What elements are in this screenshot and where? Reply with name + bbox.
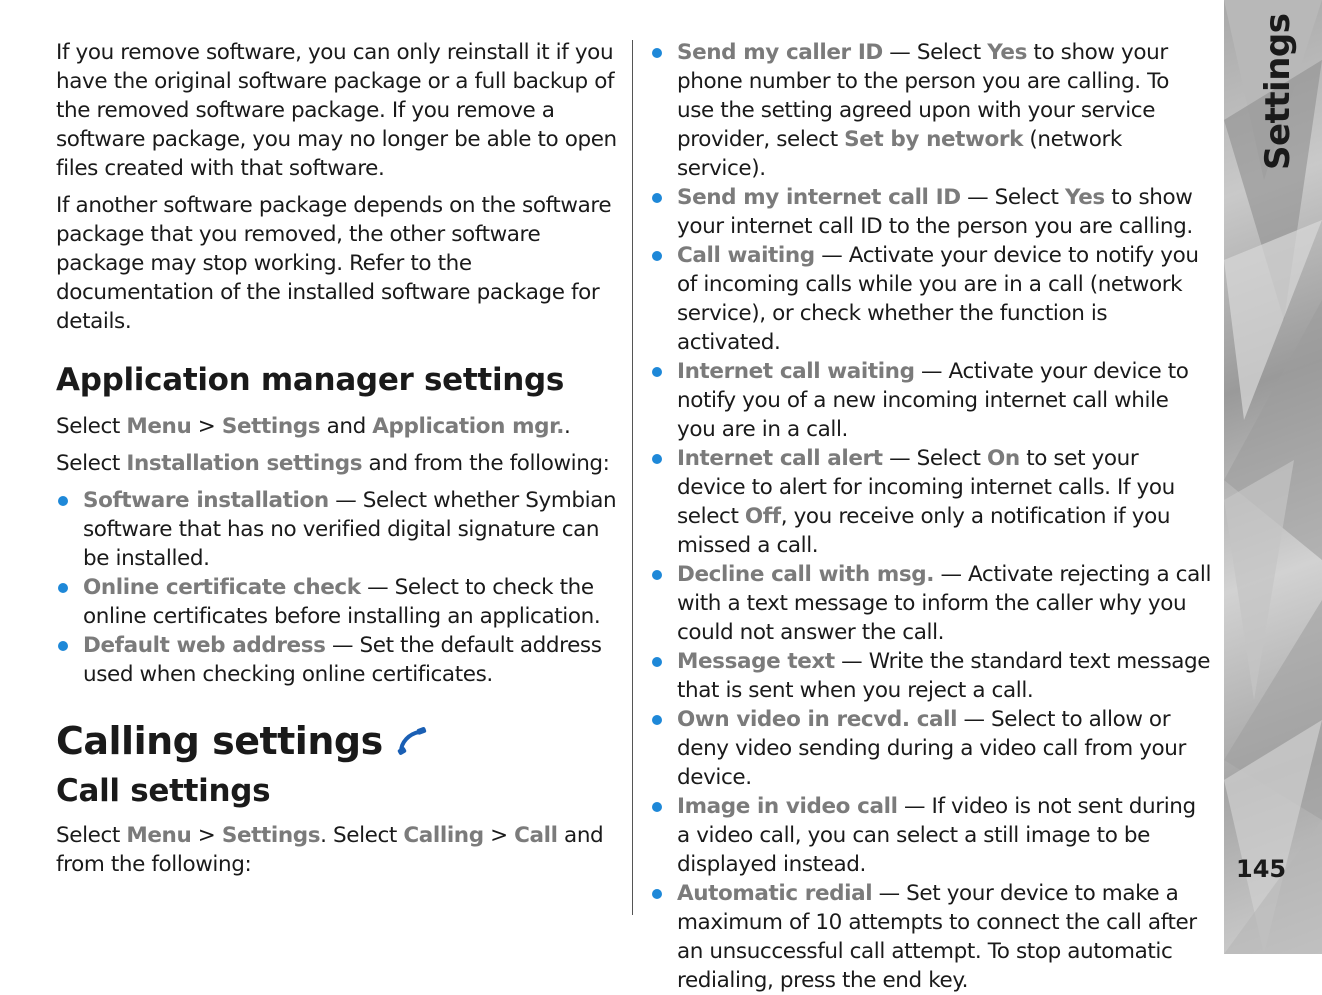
path-separator: > — [483, 823, 515, 848]
option-description: — Select — [882, 446, 987, 471]
heading-call-settings: Call settings — [56, 773, 271, 809]
heading-application-manager-settings: Application manager settings — [56, 362, 565, 398]
bullet — [652, 48, 662, 58]
option-keyword: Decline call with msg. — [677, 562, 935, 587]
bullet — [58, 583, 68, 593]
bullet — [652, 889, 662, 899]
option-description: to show your phone number to the person you are calling. To use the setting agreed upon with your service provider, select — [677, 40, 1169, 152]
path-separator: > — [191, 414, 222, 439]
list-item — [650, 647, 1212, 705]
list-item — [650, 183, 1212, 241]
option-keyword: Own video in recvd. call — [677, 707, 958, 732]
option-keyword: Yes — [1065, 185, 1105, 210]
option-keyword: Send my internet call ID — [677, 185, 961, 210]
list-item — [56, 486, 618, 573]
phone-handset-icon — [397, 726, 427, 756]
bullet — [652, 251, 662, 261]
paragraph-dependency: If another software package depends on the software package that you removed, the other software package may stop working. Refer to the documentation of the installed software package for details. — [56, 193, 612, 334]
left-column — [56, 38, 618, 887]
option-keyword: Internet call alert — [677, 446, 883, 471]
application-mgr-keyword: Application mgr. — [372, 414, 565, 439]
bullet — [652, 657, 662, 667]
option-name: Default web address — [83, 633, 326, 658]
option-keyword: Set by network — [844, 127, 1023, 152]
calling-keyword: Calling — [403, 823, 484, 848]
list-item — [650, 560, 1212, 647]
option-description: — Activate your device to notify you of a new incoming internet call while you are in a call. — [677, 359, 1189, 442]
menu-keyword: Menu — [126, 414, 192, 439]
option-keyword: Send my caller ID — [677, 40, 883, 65]
select-path-call — [56, 821, 618, 879]
option-description: — Set the default address used when checking online certificates. — [83, 633, 602, 687]
option-description: — Select — [960, 185, 1066, 210]
option-keyword: On — [986, 446, 1020, 471]
heading-text: Calling settings — [56, 719, 383, 763]
path-separator: > — [191, 823, 222, 848]
option-description: — Select — [882, 40, 988, 65]
option-description: — Select to check the online certificates before installing an application. — [83, 575, 601, 629]
call-keyword: Call — [514, 823, 558, 848]
bullet — [652, 454, 662, 464]
bullet — [652, 570, 662, 580]
option-name: Online certificate check — [83, 575, 361, 600]
bullet — [58, 496, 68, 506]
option-description: , you receive only a notification if you missed a call. — [677, 504, 1171, 558]
option-keyword: Yes — [987, 40, 1027, 65]
select-path-app-mgr — [56, 412, 618, 441]
section-label — [1258, 13, 1298, 180]
settings-keyword: Settings — [221, 823, 321, 848]
option-description: to show your internet call ID to the person you are calling. — [677, 185, 1193, 239]
option-description: — Activate your device to notify you of incoming calls while you are in a call (network service), or check whether the function is activated. — [677, 243, 1199, 355]
list-item — [650, 357, 1212, 444]
list-item — [56, 573, 618, 631]
text: and from the following: — [56, 823, 604, 877]
text: Select — [56, 451, 127, 476]
bullet — [652, 193, 662, 203]
option-description: — Activate rejecting a call with a text message to inform the caller why you could not answer the call. — [677, 562, 1212, 645]
heading-calling-settings — [56, 717, 618, 765]
text: . — [564, 414, 571, 439]
option-description: to set your device to alert for incoming internet calls. If you select — [677, 446, 1175, 529]
option-keyword: Image in video call — [677, 794, 898, 819]
option-description: — Write the standard text message that is sent when you reject a call. — [677, 649, 1211, 703]
list-item — [650, 792, 1212, 879]
bullet — [652, 367, 662, 377]
list-item — [650, 879, 1212, 995]
option-description: (network service). — [677, 127, 1122, 181]
settings-keyword: Settings — [221, 414, 321, 439]
option-keyword: Internet call waiting — [677, 359, 915, 384]
option-description: — Set your device to make a maximum of 10 attempts to connect the call after an unsuccessful call attempt. To stop automatic redialing, press the end key. — [677, 881, 1197, 993]
option-keyword: Call waiting — [677, 243, 815, 268]
text: Select — [56, 823, 127, 848]
text: Select — [56, 414, 127, 439]
list-item — [650, 444, 1212, 560]
menu-keyword: Menu — [126, 823, 192, 848]
text: . Select — [320, 823, 404, 848]
option-name: Software installation — [83, 488, 329, 513]
section-title: Settings — [1258, 13, 1298, 170]
option-keyword: Off — [744, 504, 781, 529]
text: and — [320, 414, 373, 439]
option-keyword: Message text — [677, 649, 835, 674]
option-description: — If video is not sent during a video call, you can select a still image to be displayed instead. — [677, 794, 1196, 877]
option-keyword: Automatic redial — [677, 881, 873, 906]
installation-settings-keyword: Installation settings — [126, 451, 363, 476]
list-item — [650, 241, 1212, 357]
list-item — [650, 705, 1212, 792]
paragraph-reinstall: If you remove software, you can only reinstall it if you have the original software package or a full backup of the removed software package. If you remove a software package, you may no longer be able to open files created with that software. — [56, 40, 617, 181]
option-description: — Select to allow or deny video sending during a video call from your device. — [677, 707, 1186, 790]
list-item — [650, 38, 1212, 183]
app-settings-list — [56, 486, 618, 689]
option-description: — Select whether Symbian software that has no verified digital signature can be installed. — [83, 488, 617, 571]
bullet — [58, 641, 68, 651]
column-divider — [632, 40, 633, 915]
bullet — [652, 802, 662, 812]
page-number: 145 — [1236, 855, 1287, 883]
call-settings-list — [650, 38, 1212, 995]
select-installation-settings — [56, 449, 618, 478]
right-column — [650, 38, 1212, 995]
bullet — [652, 715, 662, 725]
list-item — [56, 631, 618, 689]
text: and from the following: — [362, 451, 610, 476]
